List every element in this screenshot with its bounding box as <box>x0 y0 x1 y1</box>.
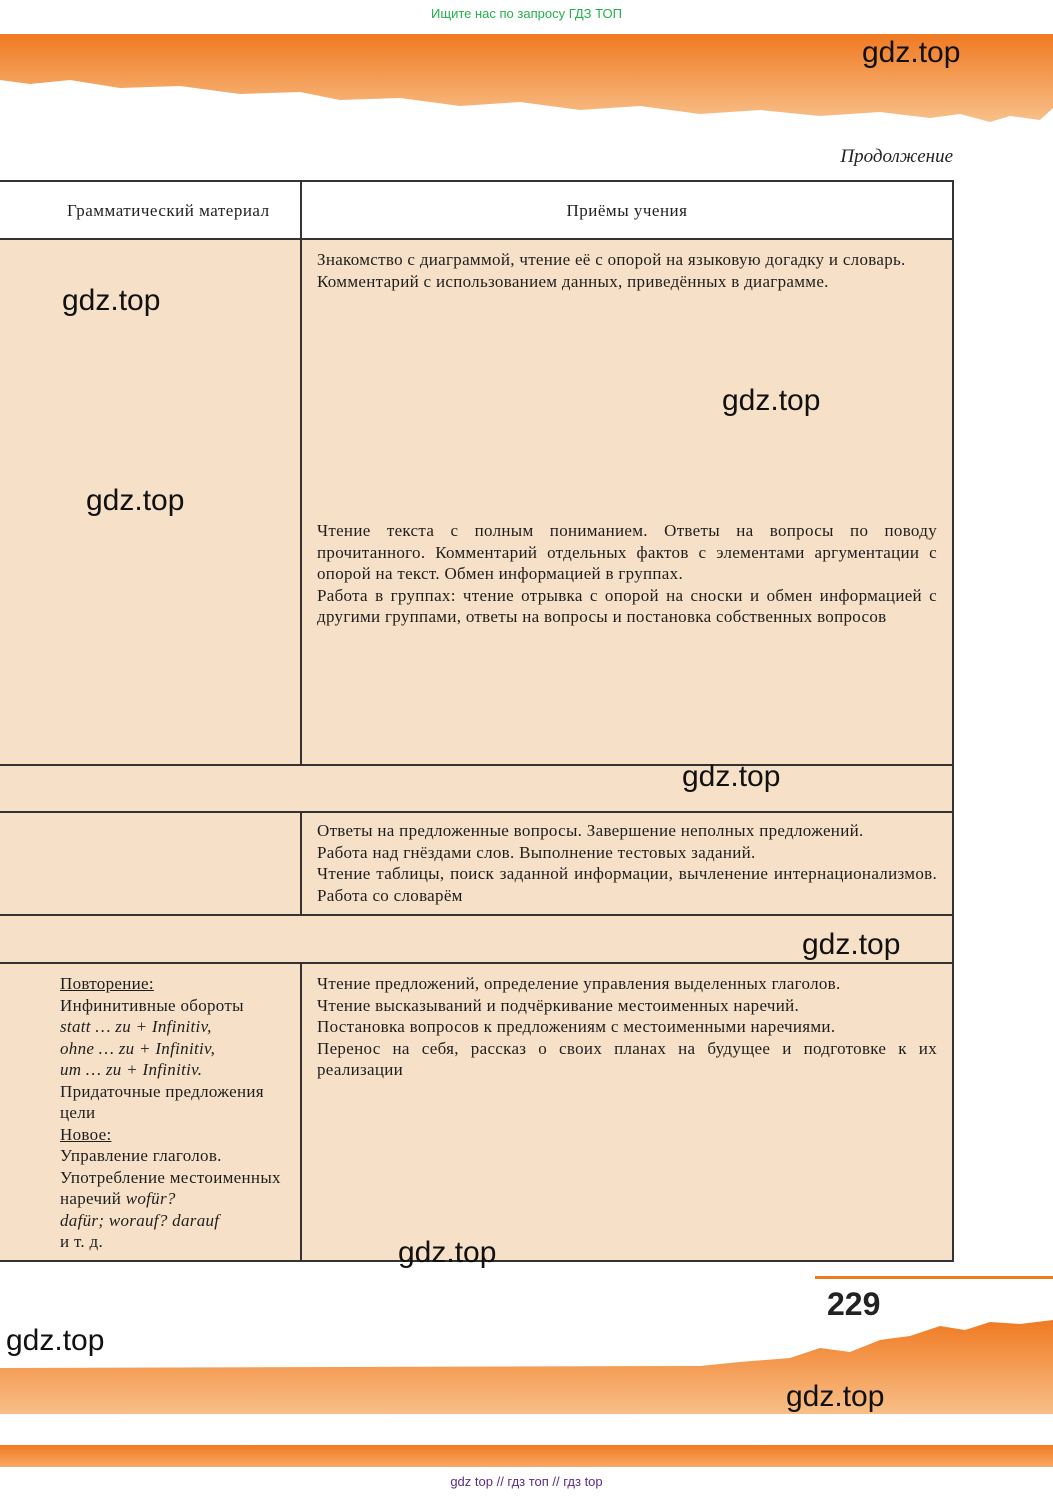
row-divider <box>0 811 954 813</box>
watermark: gdz.top <box>86 484 185 517</box>
bottom-banner <box>0 1318 1053 1420</box>
watermark: gdz.top <box>786 1380 885 1413</box>
bottom-strip <box>0 1445 1053 1467</box>
new-label: Новое: <box>60 1124 112 1144</box>
methods-line: Знакомство с диаграммой, чтение её с опорой на языковую догадку и словарь. <box>317 250 906 269</box>
page-number: 229 <box>827 1286 881 1322</box>
page-number-rule <box>815 1276 1053 1279</box>
methods-line: Работа в группах: чтение отрывка с опорой на сноски и обмен информацией с другими группами, ответы на вопросы и постановка собственных вопросов <box>317 585 937 626</box>
column-divider <box>300 811 302 916</box>
purpose-clauses: Придаточные предложения цели <box>60 1081 264 1122</box>
infinitive-title: Инфинитивные обороты <box>60 995 244 1015</box>
methods-line: Чтение таблицы, поиск заданной информации, вычленение интернационализмов. Работа со словарём <box>317 864 937 905</box>
row-divider <box>0 764 954 766</box>
watermark: gdz.top <box>722 384 821 417</box>
infinitive-line: statt … zu + Infinitiv, <box>60 1017 212 1036</box>
row3-grammar <box>60 973 285 1253</box>
methods-line: Работа над гнёздами слов. Выполнение тестовых заданий. <box>317 842 756 862</box>
section-row-bg <box>0 766 952 811</box>
watermark: gdz.top <box>62 284 161 317</box>
pronominal-adverbs-text: Употребление местоименных наречий <box>60 1167 281 1208</box>
table-border-right <box>952 180 954 1262</box>
bottom-note: gdz top // гдз топ // гдз top <box>450 1474 603 1489</box>
watermark: gdz.top <box>398 1236 497 1269</box>
row-divider <box>0 914 954 916</box>
infinitive-line: um … zu + Infinitiv. <box>60 1060 203 1079</box>
row1-methods-a <box>317 249 937 292</box>
pronominal-adverbs <box>60 1167 285 1210</box>
example-wofuer: wofür? <box>125 1189 176 1208</box>
methods-line: Постановка вопросов к предложениям с местоименными наречиями. <box>317 1017 836 1036</box>
row1-methods-b <box>317 520 937 628</box>
methods-line: Ответы на предложенные вопросы. Завершение неполных предложений. <box>317 821 864 840</box>
example-daraufs: dafür; worauf? darauf <box>60 1210 220 1230</box>
methods-line: Чтение предложений, определение управления выделенных глаголов. <box>317 974 841 993</box>
table-border-top <box>0 180 954 182</box>
infinitive-line: ohne … zu + Infinitiv, <box>60 1038 216 1058</box>
etc-label: и т. д. <box>60 1232 103 1251</box>
continued-label: Продолжение <box>840 146 953 167</box>
watermark: gdz.top <box>802 928 901 961</box>
methods-line: Комментарий с использованием данных, приведённых в диаграмме. <box>317 271 829 291</box>
watermark: gdz.top <box>682 760 781 793</box>
methods-line: Перенос на себя, рассказ о своих планах на будущее и подготовке к их реализации <box>317 1038 937 1079</box>
top-search-note: Ищите нас по запросу ГДЗ ТОП <box>431 6 622 21</box>
methods-line: Чтение высказываний и подчёркивание местоименных наречий. <box>317 995 800 1015</box>
header-divider <box>0 238 954 240</box>
header-grammar: Грамматический материал <box>67 201 270 220</box>
watermark: gdz.top <box>862 36 961 69</box>
column-divider <box>300 962 302 1262</box>
row2-methods <box>317 820 937 906</box>
methods-line: Чтение текста с полным пониманием. Ответы на вопросы по поводу прочитанного. Комментарий отдельных фактов с элементами аргументации с опорой на текст. Обмен информацией в группах. <box>317 521 937 583</box>
verb-government: Управление глаголов. <box>60 1146 222 1165</box>
header-methods: Приёмы учения <box>566 201 688 220</box>
row3-methods <box>317 973 937 1081</box>
methods-table <box>0 180 954 1262</box>
repeat-label: Повторение: <box>60 974 154 993</box>
column-divider <box>300 180 302 766</box>
watermark: gdz.top <box>6 1324 105 1357</box>
row-divider <box>0 962 954 964</box>
